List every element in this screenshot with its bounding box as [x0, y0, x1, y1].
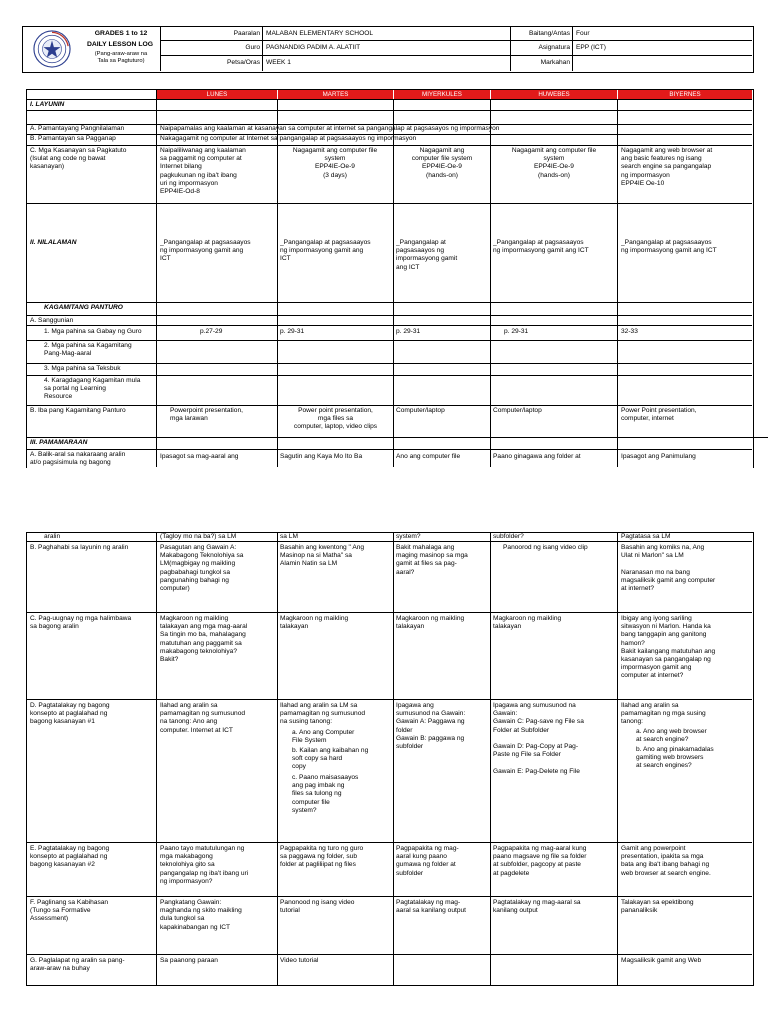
section-kagamitang-panturo: KAGAMITANG PANTURO	[44, 304, 123, 311]
row-value-pamantayan-sa-pagganap: Nakagagamit ng computer at Internet sa pangangalap at pagsasaayos ng impormasyon	[160, 135, 417, 142]
cell-guro-lunes: p.27-29	[200, 328, 223, 335]
row-label-sanggunian: A. Sanggunian	[30, 317, 74, 324]
cell-paghahabi-miyerkules: Bakit mahalaga ang maging masinop sa mga gamit at files sa pag- aaral?	[396, 544, 468, 576]
martes-question-b: b. Kailan ang kaibahan ng soft copy sa hard copy	[292, 747, 369, 771]
cell-paghahabi-martes: Basahin ang kwentong " Ang Masinop na si Matha" sa Alamin Natin sa LM	[280, 544, 365, 568]
cell-guro-huwebes: p. 29-31	[504, 328, 529, 335]
value-subject: EPP (ICT)	[576, 44, 606, 51]
cell-iba-miyerkules: Computer/laptop	[396, 407, 445, 414]
cell-kasanayan-huwebes: Nagagamit ang computer file system EPP4IE-Oe-9 (hands-on)	[511, 147, 597, 179]
cell-cont-huwebes: subfolder?	[493, 533, 524, 540]
cell-pagtatalakay2-lunes: Paano tayo matutulungan ng mga makabagong teknolohiya gito sa pangangalap ng iba't ibang uri ng impormasyon?	[160, 845, 249, 885]
row-label-aralin-cont: aralin	[44, 533, 61, 540]
cell-pag-uugnay-miyerkules: Magkaroon ng maikling talakayan	[396, 615, 465, 631]
day-header-huwebes: HUWEBES	[491, 90, 617, 99]
cell-paglinang-martes: Panonood ng isang video tutorial	[280, 899, 355, 915]
biyernes-question-b: b. Ano ang pinakamadalas gamiting web browsers at search engines?	[636, 746, 714, 770]
cell-guro-miyerkules: p. 29-31	[396, 328, 421, 335]
row-label-pag-uugnay: C. Pag-uugnay ng mga halimbawa sa bagong aralin	[30, 615, 132, 631]
cell-paghahabi-lunes: Pasagutan ang Gawain A: Makabagong Teknolohiya sa LM(magbigay ng maikling pagbabahagi tungkol sa pangunahing bahagi ng computer)	[160, 544, 244, 593]
cell-kasanayan-lunes: Naipaliliwanag ang kaalaman sa paggamit ng computer at Internet bilang pagkukunan ng iba't ibang uri ng impormasyon EPP4IE-Od-8	[160, 147, 246, 196]
cell-guro-martes: p. 29-31	[280, 328, 305, 335]
cell-pag-uugnay-lunes: Magkaroon ng maikling talakayan ang mga mag-aaral Sa tingin mo ba, mahalagang matutuhan ang paggamit sa makabagong teknolohiya? Bakit?	[160, 615, 248, 664]
label-school: Paaralan	[233, 30, 260, 37]
cell-nilalaman-huwebes: _Pangangalap at pagsasaayos ng impormasyong gamit ang ICT	[493, 239, 589, 255]
cell-nilalaman-biyernes: _Pangangalap at pagsasaayos ng impormasyong gamit ang ICT	[621, 239, 717, 255]
row-label-pagtatalakay-2: E. Pagtatalakay ng bagong konsepto at paglalahad ng bagong kasanayan #2	[30, 845, 110, 869]
dll-title-sub: (Pang-araw-araw na Tala sa Pagtuturo)	[94, 51, 148, 64]
cell-balik-lunes: Ipasagot sa mag-aaral ang	[160, 453, 239, 460]
day-header-martes: MARTES	[278, 90, 393, 99]
cell-balik-biyernes: Ipasagot ang Panimulang	[621, 453, 696, 460]
day-header-miyerkules: MIYERKULES	[394, 90, 490, 99]
cell-cont-lunes: (Tagloy mo na ba?) sa LM	[160, 533, 237, 540]
cell-paglalapat-lunes: Sa paanong paraan	[160, 957, 218, 964]
row-label-teksbuk: 3. Mga pahina sa Teksbuk	[44, 365, 121, 372]
cell-balik-martes: Sagutin ang Kaya Mo Ito Ba	[280, 453, 363, 460]
cell-paglinang-miyerkules: Pagtatalakay ng mag- aaral sa kanilang output	[396, 899, 467, 915]
cell-paglinang-lunes: Pangkatang Gawain: maghanda ng skito maikling dula tungkol sa kapakinabangan ng ICT	[160, 899, 242, 931]
cell-balik-miyerkules: Ano ang computer file	[396, 453, 461, 460]
cell-iba-lunes: Powerpoint presentation, mga larawan	[170, 407, 243, 423]
value-school: MALABAN ELEMENTARY SCHOOL	[266, 30, 373, 37]
section-nilalaman: II. NILALAMAN	[30, 239, 77, 246]
cell-cont-martes: sa LM	[280, 533, 298, 540]
label-grade: Baitang/Antas	[528, 30, 570, 37]
cell-pagtatalakay1-huwebes: Ipagawa ang sumusunod na Gawain: Gawain C: Pag-save ng File sa Folder at Subfolder Gawain D: Pag-Copy at Pag- Paste ng File sa Folder Gawain E: Pag-Delete ng File	[493, 702, 584, 775]
cell-pagtatalakay2-huwebes: Pagpapakita ng mag-aaral kung paano magsave ng file sa folder at subfolder, pagcopy at paste at pagdelete	[493, 845, 587, 877]
dll-title-grades: GRADES 1 to 12	[94, 30, 148, 37]
cell-paglinang-biyernes: Talakayan sa epektibong pananaliksik	[621, 899, 694, 915]
row-label-pamantayang-pangnilalaman: A. Pamantayang Pangnilalaman	[30, 125, 125, 132]
section-layunin: I. LAYUNIN	[30, 101, 65, 108]
label-quarter: Markahan	[540, 59, 570, 66]
cell-paghahabi-biyernes: Basahin ang komiks na, Ang Ulat ni Marlon" sa LM Naranasan mo na bang magsaliksik gamit ang computer at internet?	[621, 544, 716, 593]
cell-pag-uugnay-biyernes: Ibigay ang iyong sariling sitwasyon ni Marlon. Handa ka bang tanggapin ang ganitong hamon? Bakit kailangang matutuhan ang kasanayan sa pangangalap ng impormasyon gamit ang computer at internet?	[621, 615, 716, 680]
label-subject: Asignatura	[538, 44, 570, 51]
cell-pagtatalakay1-martes: Ilahad ang aralin sa LM sa pamamagitan ng sumusunod na susing tanong:	[280, 702, 366, 726]
cell-pag-uugnay-martes: Magkaroon ng maikling talakayan	[280, 615, 349, 631]
row-label-paglalapat: G. Paglalapat ng aralin sa pang- araw-araw na buhay	[30, 957, 125, 973]
value-teacher: PAGNANDIG PADIM A. ALATIIT	[266, 44, 361, 51]
section-pamamaraan: III. PAMAMARAAN	[30, 439, 88, 446]
value-date: WEEK 1	[266, 59, 291, 66]
row-label-pamantayan-sa-pagganap: B. Pamantayan sa Pagganap	[30, 135, 116, 142]
biyernes-question-a: a. Ano ang web browser at search engine?	[636, 728, 707, 744]
row-label-kasanayan: C. Mga Kasanayan sa Pagkatuto (Isulat ang code ng bawat kasanayan)	[30, 147, 127, 171]
cell-iba-huwebes: Computer/laptop	[493, 407, 542, 414]
cell-kasanayan-martes: Nagagamit ang computer file system EPP4IE-Oe-9 (3 days)	[292, 147, 378, 179]
cell-iba-biyernes: Power Point presentation, computer, internet	[621, 407, 697, 423]
cell-nilalaman-martes: _Pangangalap at pagsasaayos ng impormasyong gamit ang ICT	[280, 239, 371, 263]
cell-pagtatalakay2-miyerkules: Pagpapakita ng mag- aaral kung paano gumawa ng folder at subfolder	[396, 845, 459, 877]
cell-pag-uugnay-huwebes: Magkaroon ng maikling talakayan	[493, 615, 562, 631]
cell-pagtatalakay1-miyerkules: Ipagawa ang sumusunod na Gawain: Gawain A: Paggawa ng folder Gawain B: paggawa ng subfolder	[396, 702, 466, 751]
value-grade: Four	[576, 30, 590, 37]
cell-paglalapat-martes: Video tutorial	[280, 957, 319, 964]
cell-balik-huwebes: Paano ginagawa ang folder at	[493, 453, 581, 460]
row-label-pagtatalakay-1: D. Pagtatalakay ng bagong konsepto at paglalahad ng bagong kasanayan #1	[30, 702, 110, 726]
row-label-balik-aral: A. Balik-aral sa nakaraang aralin at/o pagsisimula ng bagong	[30, 451, 126, 467]
day-header-biyernes: BIYERNES	[618, 90, 752, 99]
cell-iba-martes: Power point presentation, mga files sa computer, laptop, video clips	[293, 407, 378, 431]
dll-title-log: DAILY LESSON LOG	[86, 41, 154, 48]
label-teacher: Guro	[245, 44, 260, 51]
cell-nilalaman-lunes: _Pangangalap at pagsasaayos ng impormasyong gamit ang ICT	[160, 239, 251, 263]
cell-cont-miyerkules: system?	[396, 533, 421, 540]
row-label-gabay-guro: 1. Mga pahina sa Gabay ng Guro	[44, 328, 142, 335]
cell-pagtatalakay1-lunes: Ilahad ang aralin sa pamamagitan ng sumusunod na tanong: Ano ang computer. Internet at ICT	[160, 702, 246, 734]
cell-pagtatalakay2-biyernes: Gamit ang powerpoint presentation, ipakita sa mga bata ang iba't ibang bahagi ng web browser at search engine.	[621, 845, 711, 877]
martes-question-a: a. Ano ang Computer File System	[292, 729, 355, 745]
cell-nilalaman-miyerkules: _Pangangalap at pagsasaayos ng impormasyong gamit ang ICT	[396, 239, 458, 271]
row-label-iba-pang-kagamitan: B. Iba pang Kagamitang Panturo	[30, 407, 126, 414]
cell-guro-biyernes: 32-33	[621, 328, 638, 335]
cell-pagtatalakay2-martes: Pagpapakita ng turo ng guro sa paggawa ng folder, sub folder at pagliliipat ng files	[280, 845, 364, 869]
martes-question-c: c. Paano maisasaayos ang pag imbak ng files sa tulong ng computer file system?	[292, 774, 359, 814]
cell-paglalapat-biyernes: Magsaliksik gamit ang Web	[621, 957, 702, 964]
row-value-pamantayang-pangnilalaman: Naipapamalas ang kaalaman at kasanayan sa computer at internet sa pangangalap at pagsasayos ng impormasyon	[160, 125, 500, 132]
cell-pagtatalakay1-biyernes: Ilahad ang aralin sa pamamagitan ng mga susing tanong:	[621, 702, 706, 726]
cell-kasanayan-miyerkules: Nagagamit ang computer file system EPP4IE-Oe-9 (hands-on)	[411, 147, 473, 179]
label-date: Petsa/Oras	[227, 59, 260, 66]
cell-cont-biyernes: Pagtatasa sa LM	[621, 533, 671, 540]
row-label-karagdagang-kagamitan: 4. Karagdagang Kagamitan mula sa portal ng Learning Resource	[44, 377, 141, 401]
day-header-lunes: LUNES	[157, 90, 277, 99]
cell-paghahabi-huwebes: Panoorod ng isang video clip	[503, 544, 588, 551]
row-label-paghahabi: B. Paghahabi sa layunin ng aralin	[30, 544, 129, 551]
row-label-paglinang: F. Paglinang sa Kabihasan (Tungo sa Formative Assessment)	[30, 899, 109, 923]
cell-paglinang-huwebes: Pagtatalakay ng mag-aaral sa kanilang output	[493, 899, 581, 915]
cell-kasanayan-biyernes: Nagagamit ang web browser at ang basic features ng isang search engine sa pangangalap ng impormasyon EPP4IE Oe-10	[621, 147, 713, 187]
row-label-kagamitang-mag-aaral: 2. Mga pahina sa Kagamitang Pang-Mag-aaral	[44, 342, 132, 358]
